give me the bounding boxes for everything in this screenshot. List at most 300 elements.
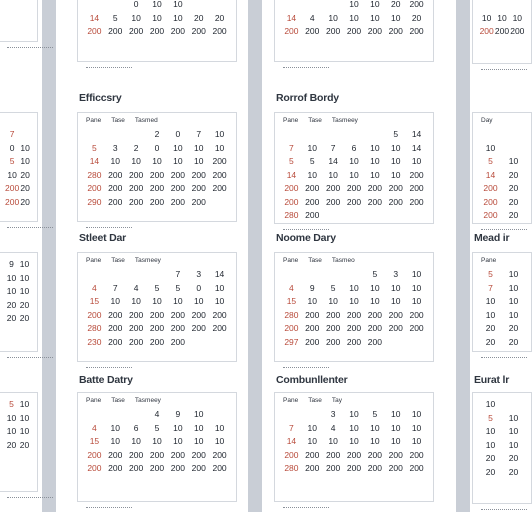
date-cell[interactable]: 10 <box>349 436 359 446</box>
date-cell[interactable]: 200 <box>409 196 424 207</box>
date-cell[interactable] <box>19 129 31 141</box>
date-cell[interactable]: 10 <box>390 422 401 433</box>
date-cell[interactable]: 10 <box>349 156 359 166</box>
date-cell[interactable]: 5 <box>9 156 15 166</box>
date-cell[interactable]: 200 <box>305 336 320 347</box>
date-cell[interactable]: 200 <box>326 309 341 320</box>
date-cell[interactable]: 10 <box>307 142 317 153</box>
date-cell[interactable]: 0 <box>133 0 139 9</box>
date-cell[interactable]: 3 <box>196 269 202 279</box>
date-cell[interactable]: 4 <box>133 282 139 293</box>
date-cell[interactable]: 10 <box>193 296 204 306</box>
date-cell[interactable]: 10 <box>6 272 17 283</box>
date-cell[interactable]: 10 <box>131 156 141 166</box>
date-cell[interactable]: 20 <box>19 299 30 310</box>
date-cell[interactable]: 200 <box>326 26 341 36</box>
date-cell[interactable]: 20 <box>6 439 17 450</box>
date-cell[interactable]: 200 <box>170 26 185 36</box>
date-cell[interactable]: 10 <box>173 12 183 23</box>
date-cell[interactable]: 20 <box>508 183 519 193</box>
date-cell[interactable]: 10 <box>110 422 120 433</box>
date-cell[interactable]: 200 <box>191 169 206 180</box>
date-cell[interactable]: 0 <box>9 142 15 153</box>
date-cell[interactable]: 200 <box>129 463 144 473</box>
date-cell[interactable]: 200 <box>170 196 185 207</box>
date-cell[interactable] <box>105 129 126 141</box>
date-cell[interactable]: 10 <box>307 169 317 180</box>
date-cell[interactable]: 200 <box>409 26 424 36</box>
date-cell[interactable]: 200 <box>212 309 227 320</box>
date-cell[interactable]: 10 <box>214 282 225 293</box>
date-cell[interactable] <box>479 129 502 141</box>
date-cell[interactable] <box>281 269 302 281</box>
date-cell[interactable]: 200 <box>510 26 525 36</box>
date-cell[interactable]: 14 <box>485 169 496 180</box>
date-cell[interactable]: 200 <box>346 323 362 333</box>
date-cell[interactable]: 200 <box>129 169 144 180</box>
date-cell[interactable]: 10 <box>481 12 492 23</box>
date-cell[interactable] <box>364 129 385 141</box>
date-cell[interactable]: 280 <box>87 169 102 180</box>
date-cell[interactable]: 5 <box>154 282 160 293</box>
date-cell[interactable]: 5 <box>154 422 160 433</box>
date-cell[interactable] <box>344 269 365 281</box>
date-cell[interactable] <box>406 337 427 349</box>
date-cell[interactable]: 10 <box>173 296 183 306</box>
date-cell[interactable]: 200 <box>5 196 20 207</box>
date-cell[interactable]: 200 <box>284 323 299 333</box>
date-cell[interactable]: 200 <box>149 183 165 193</box>
date-cell[interactable]: 200 <box>212 449 227 460</box>
date-cell[interactable]: 200 <box>305 463 320 473</box>
date-cell[interactable] <box>323 269 344 281</box>
date-cell[interactable]: 200 <box>367 183 382 193</box>
date-cell[interactable]: 14 <box>286 436 297 446</box>
date-cell[interactable]: 200 <box>367 26 382 36</box>
date-cell[interactable]: 200 <box>5 183 20 193</box>
date-cell[interactable]: 20 <box>20 169 30 180</box>
date-cell[interactable]: 10 <box>390 156 401 166</box>
date-cell[interactable]: 200 <box>87 309 102 320</box>
date-cell[interactable]: 10 <box>193 142 204 153</box>
date-cell[interactable]: 2 <box>154 129 160 139</box>
date-cell[interactable]: 10 <box>411 282 422 293</box>
date-cell[interactable]: 10 <box>370 12 380 23</box>
date-cell[interactable]: 20 <box>508 196 519 207</box>
date-cell[interactable]: 10 <box>411 409 422 419</box>
date-cell[interactable]: 10 <box>214 296 225 306</box>
date-cell[interactable] <box>510 0 525 11</box>
date-cell[interactable]: 10 <box>508 426 519 436</box>
date-cell[interactable]: 10 <box>7 169 17 180</box>
date-cell[interactable]: 10 <box>390 296 401 306</box>
date-cell[interactable]: 10 <box>411 156 422 166</box>
date-cell[interactable]: 15 <box>89 436 100 446</box>
date-cell[interactable]: 200 <box>170 309 185 320</box>
date-cell[interactable]: 200 <box>129 196 144 207</box>
date-cell[interactable]: 7 <box>175 269 181 279</box>
date-cell[interactable]: 10 <box>152 12 162 23</box>
date-cell[interactable]: 280 <box>284 210 299 220</box>
date-cell[interactable] <box>406 210 427 222</box>
date-cell[interactable] <box>364 210 385 222</box>
date-cell[interactable]: 200 <box>149 169 165 180</box>
date-cell[interactable]: 290 <box>87 196 102 207</box>
date-cell[interactable]: 3 <box>112 142 118 153</box>
date-cell[interactable]: 10 <box>6 286 17 296</box>
date-cell[interactable]: 200 <box>367 336 382 347</box>
date-cell[interactable]: 10 <box>20 142 30 153</box>
date-cell[interactable]: 200 <box>212 169 227 180</box>
date-cell[interactable]: 10 <box>328 296 338 306</box>
date-cell[interactable]: 200 <box>388 449 403 460</box>
date-cell[interactable]: 200 <box>367 196 382 207</box>
date-cell[interactable]: 200 <box>149 26 165 36</box>
date-cell[interactable]: 10 <box>349 0 359 9</box>
date-cell[interactable]: 200 <box>191 196 206 207</box>
date-cell[interactable]: 0 <box>196 282 202 293</box>
date-cell[interactable]: 14 <box>411 129 422 139</box>
date-cell[interactable]: 14 <box>411 142 422 153</box>
date-cell[interactable]: 10 <box>390 169 401 180</box>
date-cell[interactable]: 20 <box>485 323 496 333</box>
date-cell[interactable]: 200 <box>129 26 144 36</box>
date-cell[interactable] <box>27 13 31 25</box>
date-cell[interactable]: 5 <box>488 269 493 279</box>
date-cell[interactable]: 200 <box>212 26 227 36</box>
date-cell[interactable]: 14 <box>89 12 100 23</box>
date-cell[interactable]: 200 <box>191 309 206 320</box>
date-cell[interactable]: 200 <box>149 463 165 473</box>
date-cell[interactable]: 10 <box>349 12 359 23</box>
date-cell[interactable]: 10 <box>508 296 519 306</box>
date-cell[interactable]: 200 <box>149 449 165 460</box>
date-cell[interactable]: 10 <box>131 296 141 306</box>
date-cell[interactable]: 14 <box>214 269 225 279</box>
date-cell[interactable]: 10 <box>349 409 359 419</box>
date-cell[interactable]: 9 <box>175 409 181 419</box>
date-cell[interactable]: 5 <box>330 282 336 293</box>
date-cell[interactable] <box>302 409 323 421</box>
date-cell[interactable]: 20 <box>508 323 519 333</box>
date-cell[interactable]: 10 <box>307 296 317 306</box>
date-cell[interactable]: 200 <box>108 449 123 460</box>
date-cell[interactable]: 200 <box>129 323 144 333</box>
date-cell[interactable]: 230 <box>87 336 102 347</box>
date-cell[interactable]: 20 <box>20 183 30 193</box>
date-cell[interactable]: 10 <box>328 169 338 180</box>
date-cell[interactable] <box>84 269 105 281</box>
date-cell[interactable]: 200 <box>149 323 165 333</box>
date-cell[interactable]: 200 <box>108 26 123 36</box>
date-cell[interactable]: 200 <box>149 196 165 207</box>
date-cell[interactable]: 200 <box>212 156 227 166</box>
date-cell[interactable] <box>502 399 525 411</box>
date-cell[interactable]: 200 <box>346 196 362 207</box>
date-cell[interactable] <box>105 0 126 11</box>
date-cell[interactable] <box>209 0 230 11</box>
date-cell[interactable]: 7 <box>196 129 202 139</box>
date-cell[interactable]: 200 <box>388 323 403 333</box>
date-cell[interactable]: 10 <box>19 259 30 269</box>
date-cell[interactable]: 10 <box>370 142 380 153</box>
date-cell[interactable]: 200 <box>170 449 185 460</box>
date-cell[interactable]: 10 <box>349 422 359 433</box>
date-cell[interactable]: 20 <box>193 12 204 23</box>
date-cell[interactable]: 7 <box>330 142 336 153</box>
date-cell[interactable]: 10 <box>214 129 225 139</box>
date-cell[interactable]: 200 <box>483 210 498 220</box>
date-cell[interactable]: 10 <box>370 282 380 293</box>
date-cell[interactable]: 200 <box>191 183 206 193</box>
date-cell[interactable]: 10 <box>152 156 162 166</box>
date-cell[interactable]: 20 <box>485 466 496 477</box>
date-cell[interactable]: 10 <box>411 436 422 446</box>
date-cell[interactable]: 200 <box>305 196 320 207</box>
date-cell[interactable]: 10 <box>390 12 401 23</box>
date-cell[interactable]: 200 <box>170 323 185 333</box>
date-cell[interactable]: 10 <box>173 142 183 153</box>
date-cell[interactable]: 10 <box>193 409 204 419</box>
date-cell[interactable]: 200 <box>284 196 299 207</box>
date-cell[interactable]: 4 <box>154 409 160 419</box>
date-cell[interactable] <box>494 0 509 11</box>
date-cell[interactable] <box>105 409 126 421</box>
date-cell[interactable]: 9 <box>9 259 14 269</box>
date-cell[interactable] <box>84 129 105 141</box>
date-cell[interactable]: 5 <box>372 269 378 279</box>
date-cell[interactable] <box>188 0 209 11</box>
date-cell[interactable]: 200 <box>87 463 102 473</box>
date-cell[interactable]: 200 <box>305 210 320 220</box>
date-cell[interactable]: 200 <box>346 336 362 347</box>
date-cell[interactable]: 200 <box>129 336 144 347</box>
date-cell[interactable] <box>281 0 302 11</box>
date-cell[interactable]: 10 <box>485 309 496 320</box>
date-cell[interactable]: 5 <box>393 129 399 139</box>
date-cell[interactable]: 200 <box>305 449 320 460</box>
date-cell[interactable]: 20 <box>6 299 17 310</box>
date-cell[interactable]: 10 <box>173 156 183 166</box>
date-cell[interactable]: 10 <box>390 409 401 419</box>
date-cell[interactable]: 200 <box>149 309 165 320</box>
date-cell[interactable] <box>209 337 230 349</box>
date-cell[interactable]: 200 <box>108 336 123 347</box>
date-cell[interactable]: 200 <box>108 169 123 180</box>
date-cell[interactable] <box>209 409 230 421</box>
date-cell[interactable]: 200 <box>129 183 144 193</box>
date-cell[interactable]: 10 <box>19 286 30 296</box>
date-cell[interactable]: 200 <box>409 169 424 180</box>
date-cell[interactable]: 10 <box>19 399 30 409</box>
date-cell[interactable]: 0 <box>175 129 181 139</box>
date-cell[interactable]: 10 <box>485 439 496 450</box>
date-cell[interactable]: 10 <box>131 436 141 446</box>
date-cell[interactable]: 200 <box>388 196 403 207</box>
date-cell[interactable]: 297 <box>284 336 299 347</box>
date-cell[interactable] <box>126 129 147 141</box>
date-cell[interactable]: 6 <box>133 422 139 433</box>
date-cell[interactable] <box>105 269 126 281</box>
date-cell[interactable]: 10 <box>19 272 30 283</box>
date-cell[interactable]: 10 <box>307 436 317 446</box>
date-cell[interactable]: 5 <box>175 282 181 293</box>
date-cell[interactable]: 10 <box>390 436 401 446</box>
date-cell[interactable]: 10 <box>110 156 120 166</box>
date-cell[interactable]: 14 <box>89 156 100 166</box>
date-cell[interactable]: 10 <box>485 426 496 436</box>
date-cell[interactable]: 200 <box>483 183 498 193</box>
date-cell[interactable]: 10 <box>508 269 519 279</box>
date-cell[interactable]: 10 <box>349 282 359 293</box>
date-cell[interactable]: 20 <box>508 336 519 347</box>
date-cell[interactable]: 200 <box>305 309 320 320</box>
date-cell[interactable]: 10 <box>193 436 204 446</box>
date-cell[interactable]: 200 <box>326 336 341 347</box>
date-cell[interactable]: 5 <box>309 156 315 166</box>
date-cell[interactable] <box>323 0 344 11</box>
date-cell[interactable]: 5 <box>488 156 493 166</box>
date-cell[interactable]: 10 <box>19 426 30 436</box>
date-cell[interactable]: 5 <box>488 412 493 423</box>
date-cell[interactable]: 10 <box>370 436 380 446</box>
date-cell[interactable]: 200 <box>367 323 382 333</box>
date-cell[interactable]: 20 <box>411 12 422 23</box>
date-cell[interactable]: 200 <box>409 309 424 320</box>
date-cell[interactable]: 200 <box>346 183 362 193</box>
date-cell[interactable]: 200 <box>479 26 494 36</box>
date-cell[interactable]: 10 <box>152 436 162 446</box>
date-cell[interactable]: 10 <box>214 142 225 153</box>
date-cell[interactable]: 4 <box>330 422 336 433</box>
date-cell[interactable] <box>302 129 323 141</box>
date-cell[interactable]: 14 <box>328 156 338 166</box>
date-cell[interactable]: 200 <box>108 463 123 473</box>
date-cell[interactable] <box>84 0 105 11</box>
date-cell[interactable]: 280 <box>87 323 102 333</box>
date-cell[interactable] <box>502 143 525 155</box>
date-cell[interactable]: 4 <box>92 422 97 433</box>
date-cell[interactable]: 10 <box>512 12 523 23</box>
date-cell[interactable]: 10 <box>19 412 30 423</box>
date-cell[interactable] <box>385 337 406 349</box>
date-cell[interactable]: 280 <box>284 463 299 473</box>
date-cell[interactable]: 20 <box>508 453 519 463</box>
date-cell[interactable]: 200 <box>346 449 362 460</box>
date-cell[interactable]: 200 <box>191 26 206 36</box>
date-cell[interactable]: 20 <box>6 313 17 323</box>
date-cell[interactable]: 200 <box>108 309 123 320</box>
date-cell[interactable]: 200 <box>388 463 403 473</box>
date-cell[interactable]: 20 <box>20 196 30 207</box>
date-cell[interactable]: 10 <box>328 12 338 23</box>
date-cell[interactable] <box>84 409 105 421</box>
date-cell[interactable]: 200 <box>367 463 382 473</box>
date-cell[interactable]: 200 <box>305 323 320 333</box>
date-cell[interactable] <box>302 0 323 11</box>
date-cell[interactable]: 10 <box>349 296 359 306</box>
date-cell[interactable] <box>147 269 168 281</box>
date-cell[interactable]: 10 <box>110 436 120 446</box>
date-cell[interactable]: 10 <box>6 426 17 436</box>
date-cell[interactable]: 200 <box>108 323 123 333</box>
date-cell[interactable]: 200 <box>409 323 424 333</box>
date-cell[interactable]: 200 <box>494 26 510 36</box>
date-cell[interactable]: 10 <box>349 169 359 180</box>
date-cell[interactable]: 10 <box>390 282 401 293</box>
date-cell[interactable]: 10 <box>173 436 183 446</box>
date-cell[interactable]: 200 <box>212 323 227 333</box>
date-cell[interactable]: 200 <box>326 183 341 193</box>
date-cell[interactable]: 6 <box>351 142 357 153</box>
date-cell[interactable]: 200 <box>346 26 362 36</box>
date-cell[interactable]: 200 <box>191 449 206 460</box>
date-cell[interactable]: 10 <box>485 142 496 153</box>
date-cell[interactable]: 10 <box>370 169 380 180</box>
date-cell[interactable] <box>479 0 494 11</box>
date-cell[interactable]: 200 <box>388 309 403 320</box>
date-cell[interactable]: 10 <box>173 422 183 433</box>
date-cell[interactable]: 200 <box>212 183 227 193</box>
date-cell[interactable]: 200 <box>346 309 362 320</box>
date-cell[interactable]: 4 <box>92 282 97 293</box>
date-cell[interactable]: 200 <box>388 183 403 193</box>
date-cell[interactable] <box>209 197 230 209</box>
date-cell[interactable]: 10 <box>411 422 422 433</box>
date-cell[interactable]: 5 <box>112 12 118 23</box>
date-cell[interactable]: 10 <box>508 439 519 450</box>
date-cell[interactable]: 9 <box>309 282 315 293</box>
date-cell[interactable]: 200 <box>483 196 498 207</box>
date-cell[interactable]: 200 <box>129 309 144 320</box>
date-cell[interactable]: 7 <box>9 129 15 139</box>
date-cell[interactable]: 200 <box>87 449 102 460</box>
date-cell[interactable]: 200 <box>388 26 403 36</box>
date-cell[interactable]: 200 <box>87 26 102 36</box>
date-cell[interactable]: 200 <box>284 183 299 193</box>
date-cell[interactable]: 3 <box>393 269 399 279</box>
date-cell[interactable]: 5 <box>372 409 378 419</box>
date-cell[interactable]: 10 <box>328 436 338 446</box>
date-cell[interactable]: 200 <box>284 26 299 36</box>
date-cell[interactable]: 10 <box>193 156 204 166</box>
date-cell[interactable]: 10 <box>370 156 380 166</box>
date-cell[interactable] <box>302 269 323 281</box>
date-cell[interactable]: 200 <box>326 449 341 460</box>
date-cell[interactable]: 200 <box>305 183 320 193</box>
date-cell[interactable]: 10 <box>307 422 317 433</box>
date-cell[interactable]: 200 <box>149 336 165 347</box>
date-cell[interactable]: 7 <box>488 282 493 293</box>
date-cell[interactable]: 200 <box>87 183 102 193</box>
date-cell[interactable]: 15 <box>286 296 297 306</box>
date-cell[interactable]: 200 <box>108 183 123 193</box>
date-cell[interactable]: 200 <box>409 449 424 460</box>
date-cell[interactable]: 20 <box>508 169 519 180</box>
date-cell[interactable] <box>126 409 147 421</box>
date-cell[interactable] <box>188 337 209 349</box>
date-cell[interactable] <box>344 210 365 222</box>
date-cell[interactable]: 10 <box>214 436 225 446</box>
date-cell[interactable]: 10 <box>20 156 30 166</box>
date-cell[interactable]: 2 <box>133 142 139 153</box>
date-cell[interactable]: 10 <box>508 282 519 293</box>
date-cell[interactable]: 200 <box>409 463 424 473</box>
date-cell[interactable]: 4 <box>309 12 315 23</box>
date-cell[interactable]: 10 <box>390 142 401 153</box>
date-cell[interactable]: 7 <box>289 422 294 433</box>
date-cell[interactable] <box>344 129 365 141</box>
